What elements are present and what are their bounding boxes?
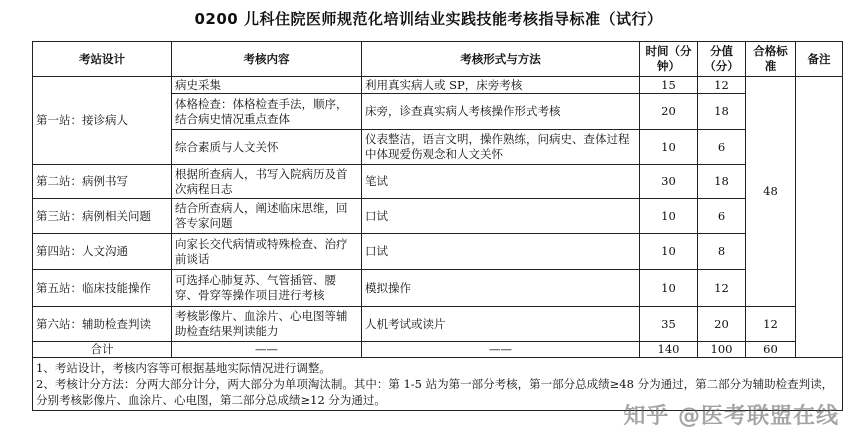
pass-score-sixth: 12 <box>746 307 796 342</box>
station-time: 10 <box>640 234 698 270</box>
station-content: 综合素质与人文关怀 <box>172 130 362 165</box>
station-method: 口试 <box>362 234 640 270</box>
remark-cell <box>796 77 843 358</box>
total-time: 140 <box>640 342 698 358</box>
total-pass: 60 <box>746 342 796 358</box>
page-title: 0200 儿科住院医师规范化培训结业实践技能考核指导标准（试行） <box>194 10 663 28</box>
station-method: 笔试 <box>362 165 640 199</box>
station-method: 利用真实病人或 SP，床旁考核 <box>362 77 640 94</box>
note-1: 1、考站设计，考核内容等可根据基地实际情况进行调整。 <box>36 361 331 375</box>
station-time: 10 <box>640 130 698 165</box>
station-content: 结合所查病人，阐述临床思维，回答专家问题 <box>172 199 362 234</box>
total-score: 100 <box>698 342 746 358</box>
station-score: 12 <box>698 77 746 94</box>
total-content: —— <box>172 342 362 358</box>
station-content: 向家长交代病情或特殊检查、治疗前谈话 <box>172 234 362 270</box>
header-station: 考站设计 <box>33 42 172 77</box>
total-label: 合计 <box>33 342 172 358</box>
station-method: 人机考试或读片 <box>362 307 640 342</box>
station-time: 10 <box>640 270 698 307</box>
station-score: 12 <box>698 270 746 307</box>
header-method: 考核形式与方法 <box>362 42 640 77</box>
station-name: 第五站：临床技能操作 <box>33 270 172 307</box>
station-time: 20 <box>640 94 698 130</box>
station-score: 18 <box>698 94 746 130</box>
station-name: 第二站：病例书写 <box>33 165 172 199</box>
station-method: 床旁，诊查真实病人考核操作形式考核 <box>362 94 640 130</box>
table-row <box>33 77 843 94</box>
station-content: 体格检查：体格检查手法，顺序，结合病史情况重点查体 <box>172 94 362 130</box>
station-score: 8 <box>698 234 746 270</box>
header-pass: 合格标准 <box>746 42 796 77</box>
station-method: 仪表整洁，语言文明，操作熟练，问病史、查体过程中体现爱伤观念和人文关怀 <box>362 130 640 165</box>
station-method: 模拟操作 <box>362 270 640 307</box>
exam-standard-table <box>32 41 843 411</box>
total-method: —— <box>362 342 640 358</box>
table-row <box>33 234 843 270</box>
table-row <box>33 165 843 199</box>
note-2: 2、考核计分方法：分两大部分计分，两大部分为单项淘汰制。其中：第 1-5 站为第一部分考核，第一部分总成绩≥48 分为通过，第二部分为辅助检查判读，分别考核影像片、血涂片、心电图，第二部分总成绩≥12 分为通过。 <box>36 377 834 407</box>
station-time: 30 <box>640 165 698 199</box>
table-row <box>33 307 843 342</box>
header-remark: 备注 <box>796 42 843 77</box>
station-name: 第四站：人文沟通 <box>33 234 172 270</box>
station-score: 18 <box>698 165 746 199</box>
station-score: 6 <box>698 130 746 165</box>
station-content: 可选择心肺复苏、气管插管、腰穿、骨穿等操作项目进行考核 <box>172 270 362 307</box>
station-time: 10 <box>640 199 698 234</box>
total-row <box>33 342 843 358</box>
station-content: 根据所查病人，书写入院病历及首次病程日志 <box>172 165 362 199</box>
station-content: 病史采集 <box>172 77 362 94</box>
station-score: 20 <box>698 307 746 342</box>
pass-score-main: 48 <box>746 77 796 307</box>
station-time: 35 <box>640 307 698 342</box>
station-method: 口试 <box>362 199 640 234</box>
station-score: 6 <box>698 199 746 234</box>
station-name: 第三站：病例相关问题 <box>33 199 172 234</box>
watermark: 知乎 @医考联盟在线 <box>623 404 839 429</box>
table-row <box>33 199 843 234</box>
table-header-row <box>33 42 843 77</box>
station-time: 15 <box>640 77 698 94</box>
header-content: 考核内容 <box>172 42 362 77</box>
table-row <box>33 270 843 307</box>
header-time: 时间（分钟） <box>640 42 698 77</box>
station-content: 考核影像片、血涂片、心电图等辅助检查结果判读能力 <box>172 307 362 342</box>
header-score: 分值（分） <box>698 42 746 77</box>
station-name: 第六站：辅助检查判读 <box>33 307 172 342</box>
station-name: 第一站：接诊病人 <box>33 77 172 165</box>
